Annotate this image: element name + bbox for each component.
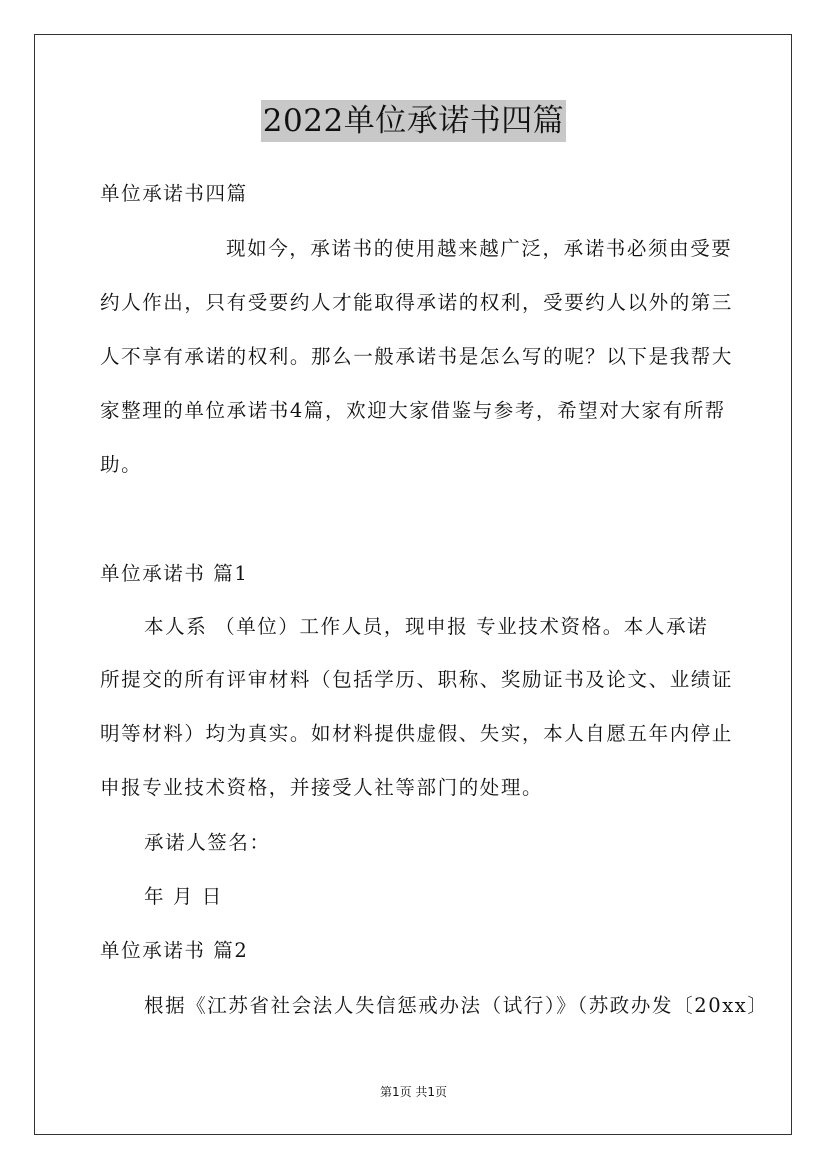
section1-heading: 单位承诺书 篇1	[100, 562, 249, 585]
signature-line: 承诺人签名：	[144, 831, 271, 854]
intro-line: 家整理的单位承诺书4篇，欢迎大家借鉴与参考，希望对大家有所帮	[100, 399, 726, 422]
intro-line: 约人作出，只有受要约人才能取得承诺的权利，受要约人以外的第三	[100, 291, 734, 314]
section2-line: 根据《江苏省社会法人失信惩戒办法（试行）》（苏政办发〔20xx〕	[144, 994, 769, 1017]
section1-line: 本人系 （单位）工作人员，现申报 专业技术资格。本人承诺	[144, 615, 709, 638]
intro-line: 现如今，承诺书的使用越来越广泛，承诺书必须由受要	[226, 237, 733, 260]
section1-line: 明等材料）均为真实。如材料提供虚假、失实，本人自愿五年内停止	[100, 722, 734, 745]
title-container	[0, 100, 827, 142]
intro-line: 助。	[100, 453, 143, 476]
document-title: 2022单位承诺书四篇	[261, 100, 566, 142]
section1-line: 所提交的所有评审材料（包括学历、职称、奖励证书及论文、业绩证	[100, 668, 734, 691]
date-line: 年 月 日	[144, 885, 223, 908]
section2-heading: 单位承诺书 篇2	[100, 939, 249, 962]
page-number-footer: 第1页 共1页	[379, 1085, 448, 1099]
intro-line: 人不享有承诺的权利。那么一般承诺书是怎么写的呢？以下是我帮大	[100, 345, 734, 368]
section1-line: 申报专业技术资格，并接受人社等部门的处理。	[100, 776, 544, 799]
document-subtitle: 单位承诺书四篇	[100, 182, 248, 205]
